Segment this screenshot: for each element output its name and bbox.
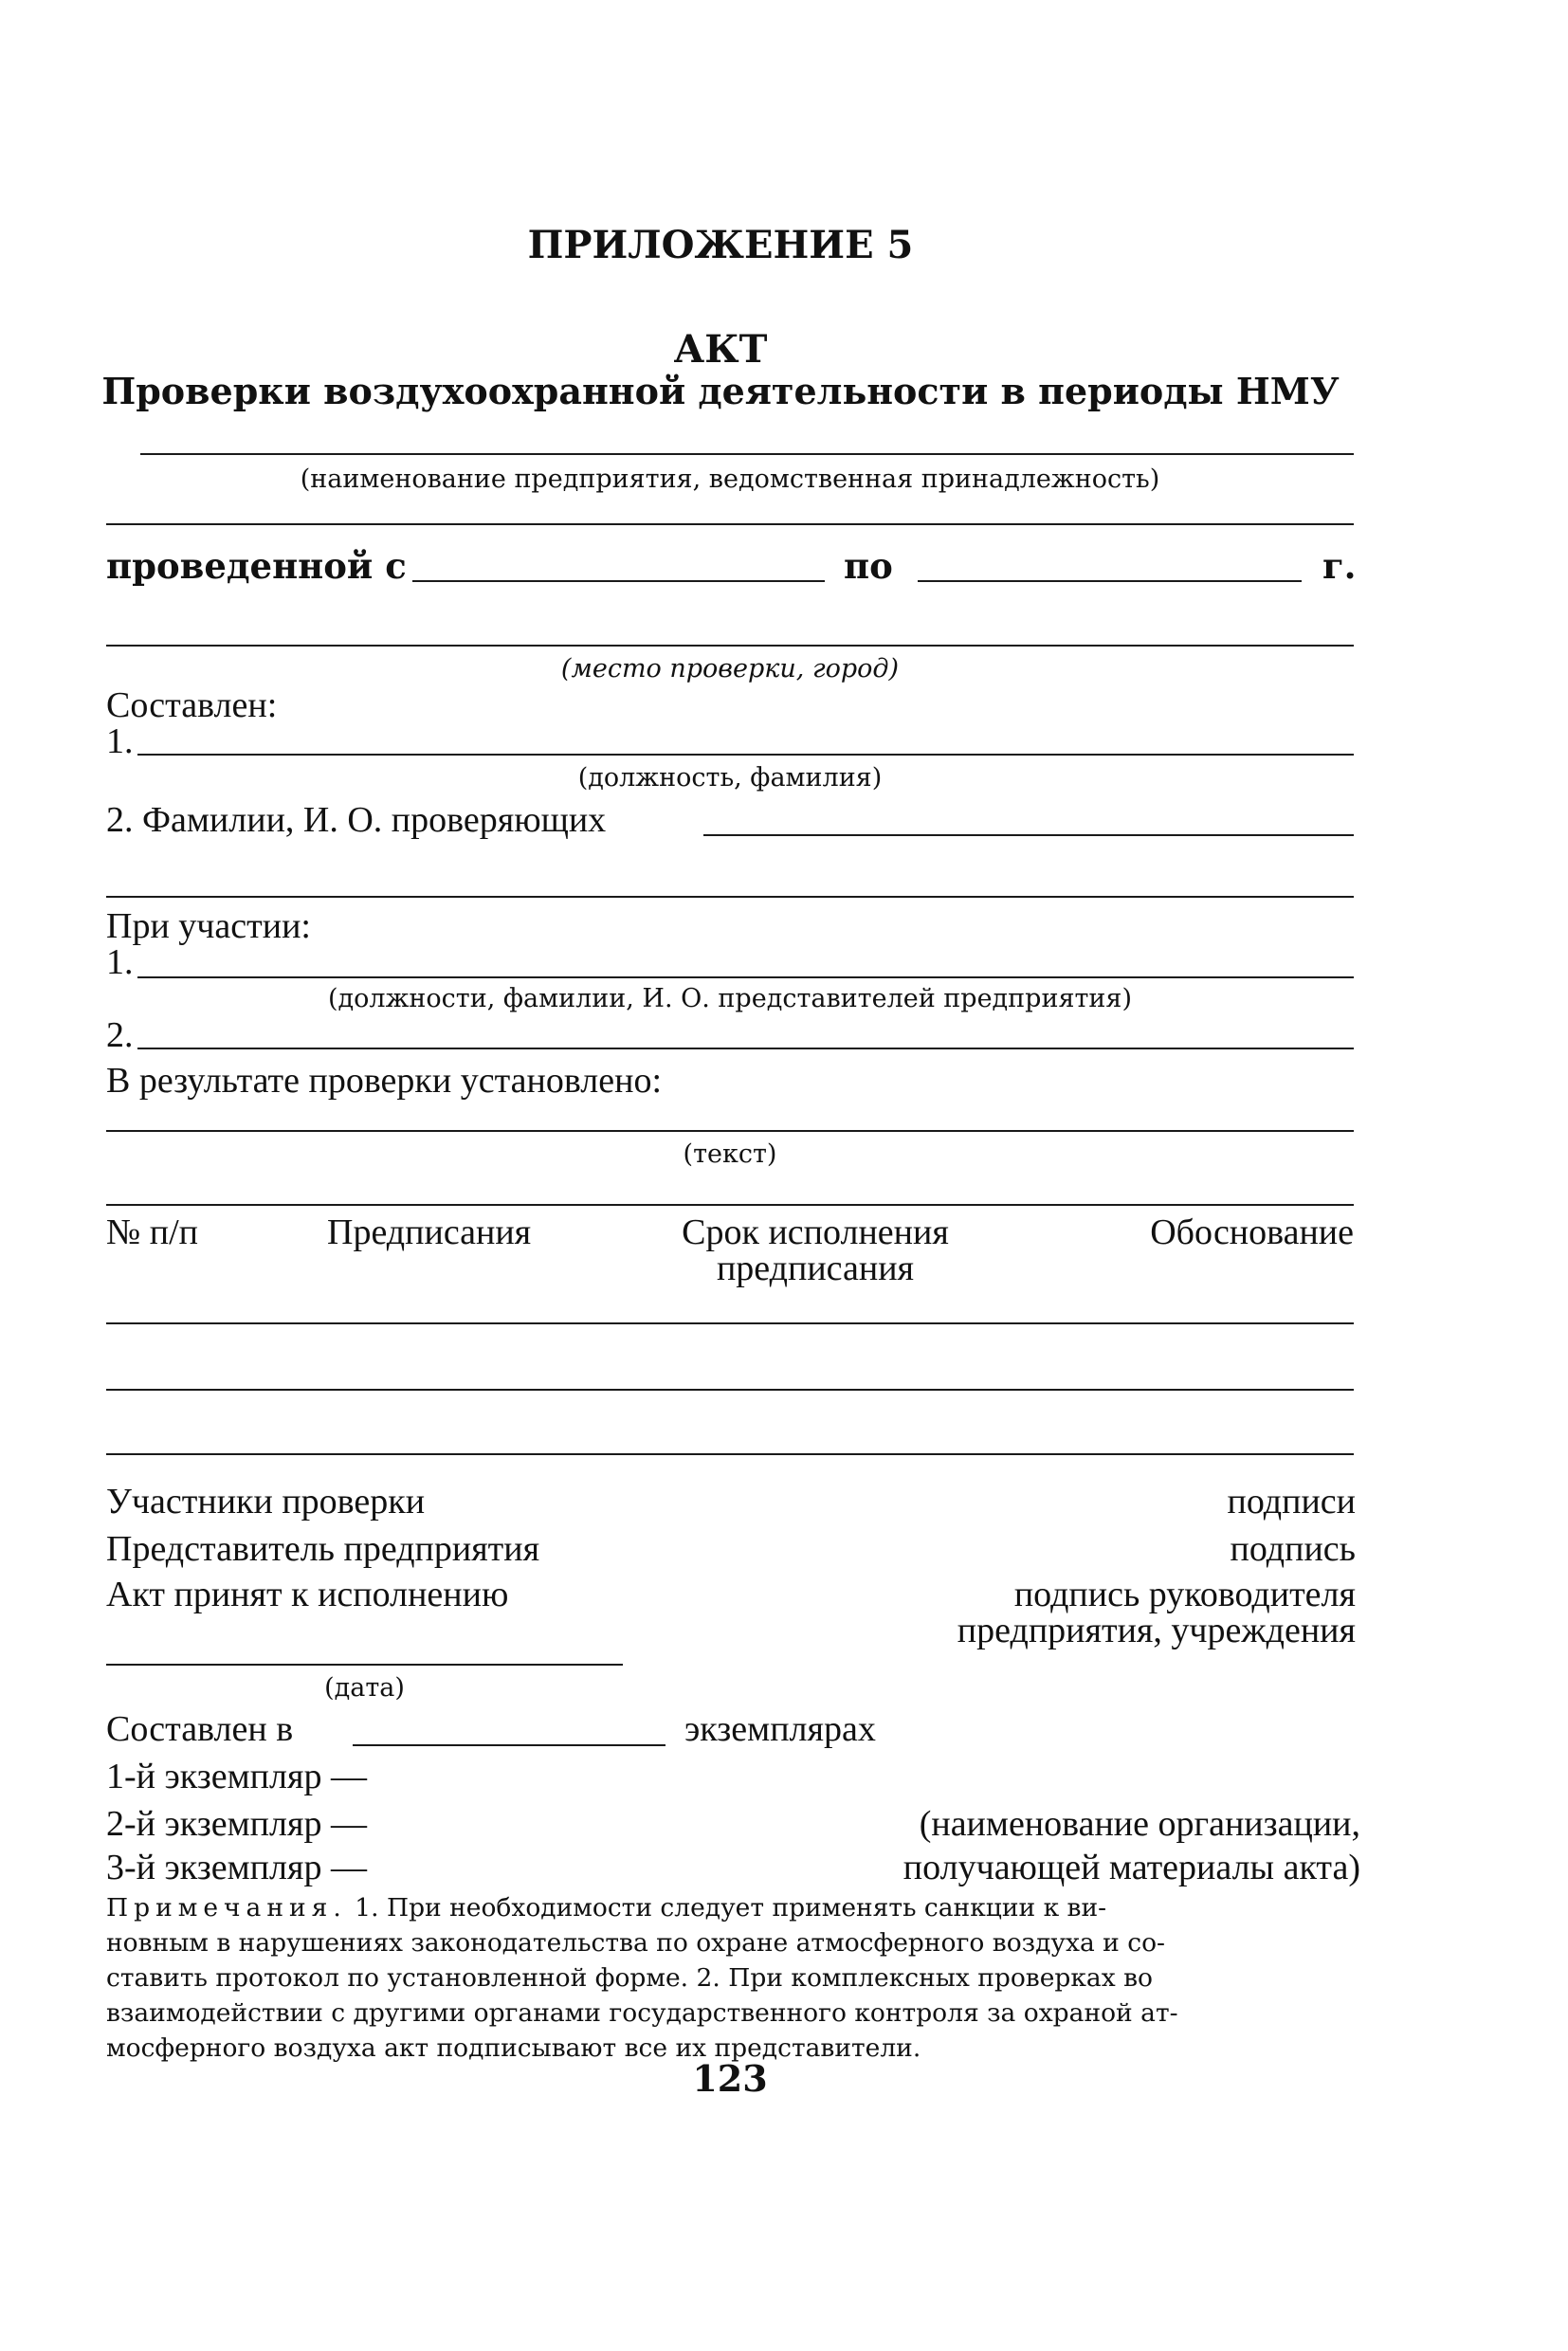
table-top-rule [106,1204,1354,1206]
date-caption: (дата) [324,1673,405,1703]
compiled-item1-number: 1. [106,721,134,761]
period-middle: по [844,545,893,587]
appendix-title: ПРИЛОЖЕНИЕ 5 [527,223,914,267]
participation-caption: (должности, фамилии, И. О. представителей предприятия) [328,984,1132,1013]
result-line[interactable] [106,1130,1354,1132]
participation-item2-number: 2. [106,1015,134,1055]
notes [106,1890,1359,2066]
sign-representative-signature: подпись [1230,1529,1356,1569]
table-col-prescriptions: Предписания [327,1212,532,1252]
enterprise-caption: (наименование предприятия, ведомственная принадлежность) [300,465,1160,494]
table-col-deadline-line2: предписания [716,1248,915,1288]
participation-item2-field[interactable] [137,1048,1354,1049]
notes-line5: мосферного воздуха акт подписывают все их представители. [106,2033,921,2063]
compiled-label: Составлен: [106,685,278,725]
table-col-number: № п/п [106,1212,198,1252]
copies-org-line2: получающей материалы акта) [903,1848,1360,1887]
compiled-item1-field[interactable] [137,754,1354,756]
copy-3: 3-й экземпляр — [106,1848,367,1887]
date-field[interactable] [106,1664,623,1666]
table-row[interactable] [106,1322,1354,1324]
place-line[interactable] [106,645,1354,647]
sign-head-line1: подпись руководителя [1013,1575,1356,1614]
period-to-field[interactable] [918,580,1302,582]
notes-line3: ставить протокол по установленной форме. 2. При комплексных проверках во [106,1963,1153,1993]
table-col-justification: Обоснование [1150,1212,1354,1252]
copies-org-line1: (наименование организации, [919,1804,1360,1844]
participation-item1-field[interactable] [137,976,1354,978]
notes-line4: взаимодействии с другими органами государственного контроля за охраной ат- [106,1998,1178,2028]
participation-item1-number: 1. [106,942,134,982]
notes-line1: 1. При необходимости следует применять санкции к ви- [346,1893,1107,1923]
copy-2: 2-й экземпляр — [106,1804,367,1844]
notes-label: Примечания. [106,1893,347,1923]
sign-representative: Представитель предприятия [106,1529,540,1569]
copy-1: 1-й экземпляр — [106,1757,367,1796]
notes-line2: новным в нарушениях законодательства по охране атмосферного воздуха и со- [106,1928,1166,1958]
participation-label: При участии: [106,906,311,946]
period-suffix: г. [1322,545,1357,587]
compiled-item2: 2. Фамилии, И. О. проверяющих [106,800,607,840]
result-label: В результате проверки установлено: [106,1061,663,1101]
period-prefix: проведенной с [106,545,407,587]
compiled-extra-line[interactable] [106,896,1354,898]
result-caption: (текст) [683,1139,777,1169]
enterprise-line-2[interactable] [106,523,1354,525]
place-caption: (место проверки, город) [560,654,900,683]
sign-head-line2: предприятия, учреждения [957,1611,1356,1650]
copies-count-field[interactable] [353,1744,665,1746]
enterprise-line[interactable] [140,453,1354,455]
table-row[interactable] [106,1389,1354,1391]
table-col-deadline-line1: Срок исполнения [682,1212,949,1252]
sign-accepted: Акт принят к исполнению [106,1575,509,1614]
table-row[interactable] [106,1453,1354,1455]
act-subtitle: Проверки воздухоохранной деятельности в периоды НМУ [101,370,1340,412]
compiled-item2-field[interactable] [703,834,1354,836]
compiled-caption: (должность, фамилия) [577,763,883,793]
period-from-field[interactable] [412,580,825,582]
page-number: 123 [692,2057,768,2100]
act-title: АКТ [673,327,768,372]
sign-participants: Участники проверки [106,1482,426,1522]
copies-prefix: Составлен в [106,1709,294,1749]
copies-suffix: экземплярах [684,1709,876,1749]
sign-participants-signatures: подписи [1227,1482,1356,1522]
